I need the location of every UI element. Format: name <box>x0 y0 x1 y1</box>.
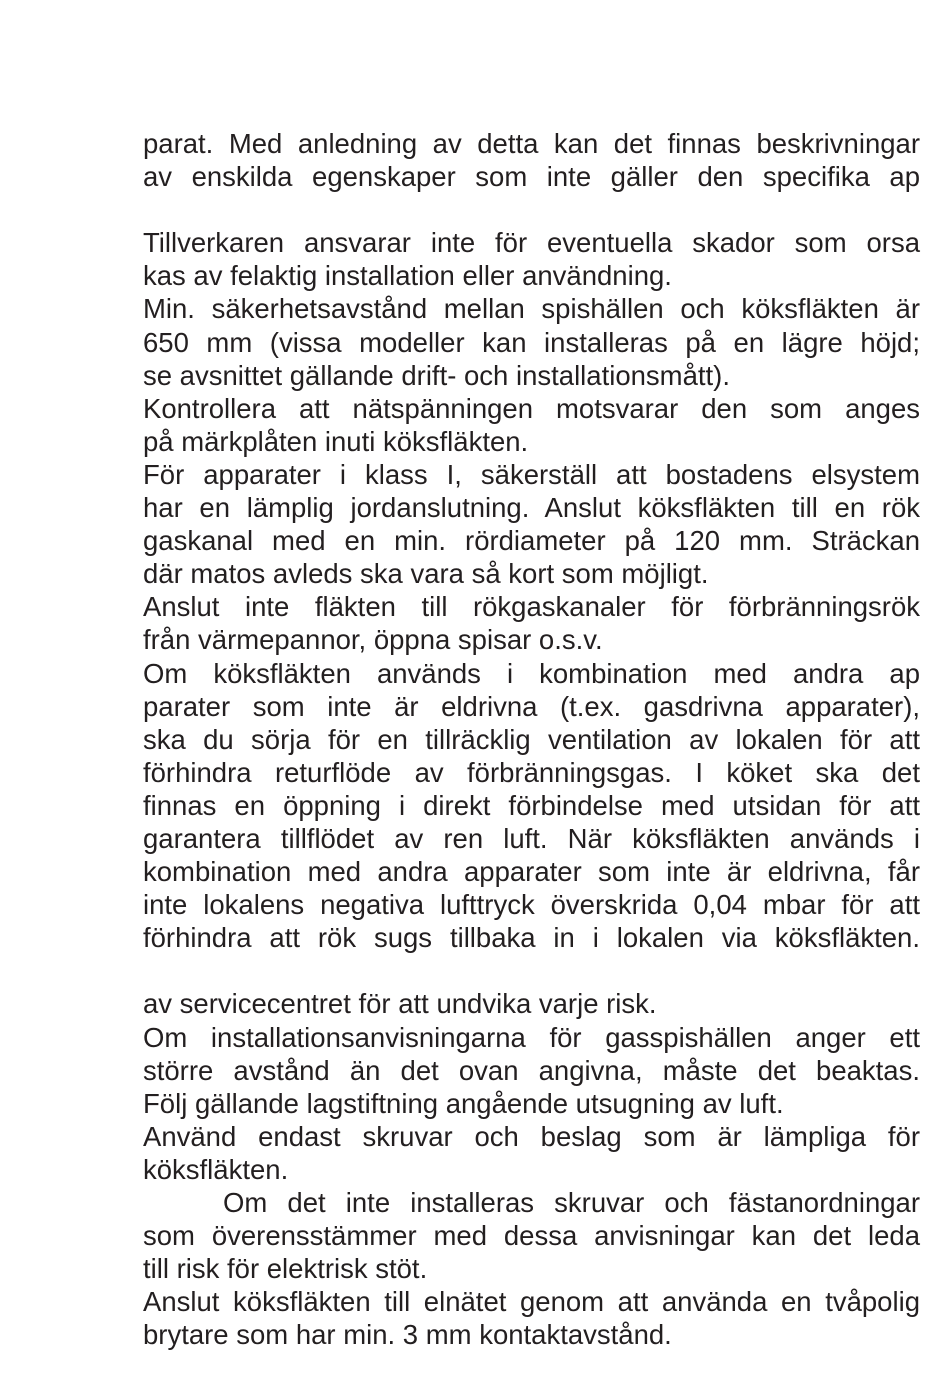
text-line: Anslut inte fläkten till rökgaskanaler för förbränningsrök <box>143 591 920 623</box>
text-line: Använd endast skruvar och beslag som är lämpliga för <box>143 1120 920 1152</box>
text-line: kombination med andra apparater som inte är eldrivna, får <box>143 856 920 888</box>
text-line: finnas en öppning i direkt förbindelse med utsidan för att <box>143 789 920 821</box>
text-line: Min. säkerhetsavstånd mellan spishällen och köksfläkten är <box>143 293 920 325</box>
text-line: till risk för elektrisk stöt. <box>143 1253 428 1285</box>
text-line: Anslut köksfläkten till elnätet genom att använda en tvåpolig <box>143 1286 920 1318</box>
text-line: 650 mm (vissa modeller kan installeras på en lägre höjd; <box>143 326 920 358</box>
text-line: av enskilda egenskaper som inte gäller den specifika ap <box>143 161 920 193</box>
text-line: där matos avleds ska vara så kort som möjligt. <box>143 558 709 590</box>
text-line: förhindra att rök sugs tillbaka in i lokalen via köksfläkten. <box>143 922 920 954</box>
text-line: har en lämplig jordanslutning. Anslut köksfläkten till en rök <box>143 492 920 524</box>
text-line: Om installationsanvisningarna för gasspishällen anger ett <box>143 1021 920 1053</box>
service-and-mounting <box>143 987 920 1351</box>
text-line: köksfläkten. <box>143 1153 289 1185</box>
text-line: Om köksfläkten används i kombination med andra ap <box>143 657 920 689</box>
text-line: av servicecentret för att undvika varje risk. <box>143 988 657 1020</box>
text-line: parat. Med anledning av detta kan det finnas beskrivningar <box>143 128 920 159</box>
text-line: som överensstämmer med dessa anvisningar kan det leda <box>143 1220 920 1252</box>
text-line: För apparater i klass I, säkerställ att bostadens elsystem <box>143 458 920 490</box>
text-line: från värmepannor, öppna spisar o.s.v. <box>143 624 603 656</box>
text-line: gaskanal med en min. rördiameter på 120 mm. Sträckan <box>143 525 920 557</box>
paragraph-gap <box>143 954 920 987</box>
text-line: inte lokalens negativa lufttryck överskrida 0,04 mbar för att <box>143 889 920 921</box>
paragraph-gap <box>143 193 920 226</box>
text-line: Följ gällande lagstiftning angående utsugning av luft. <box>143 1087 784 1119</box>
text-line: parater som inte är eldrivna (t.ex. gasdrivna apparater), <box>143 690 920 722</box>
text-line: på märkplåten inuti köksfläkten. <box>143 425 529 457</box>
text-line: brytare som har min. 3 mm kontaktavstånd. <box>143 1319 672 1351</box>
text-line: Tillverkaren ansvarar inte för eventuella skador som orsa <box>143 227 920 259</box>
text-line: ska du sörja för en tillräcklig ventilation av lokalen för att <box>143 723 920 755</box>
document-page <box>143 127 920 1351</box>
text-line: Kontrollera att nätspänningen motsvarar den som anges <box>143 392 920 424</box>
installation-warnings <box>143 226 920 954</box>
text-line: se avsnittet gällande drift- och installationsmått). <box>143 359 730 391</box>
text-line: Om det inte installeras skruvar och fästanordningar <box>223 1187 920 1218</box>
text-line: kas av felaktig installation eller användning. <box>143 260 672 292</box>
text-line: större avstånd än det ovan angivna, måste det beaktas. <box>143 1054 920 1086</box>
intro-fragment <box>143 127 920 193</box>
text-line: förhindra returflöde av förbränningsgas. I köket ska det <box>143 756 920 788</box>
text-line: garantera tillflödet av ren luft. När köksfläkten används i <box>143 822 920 854</box>
